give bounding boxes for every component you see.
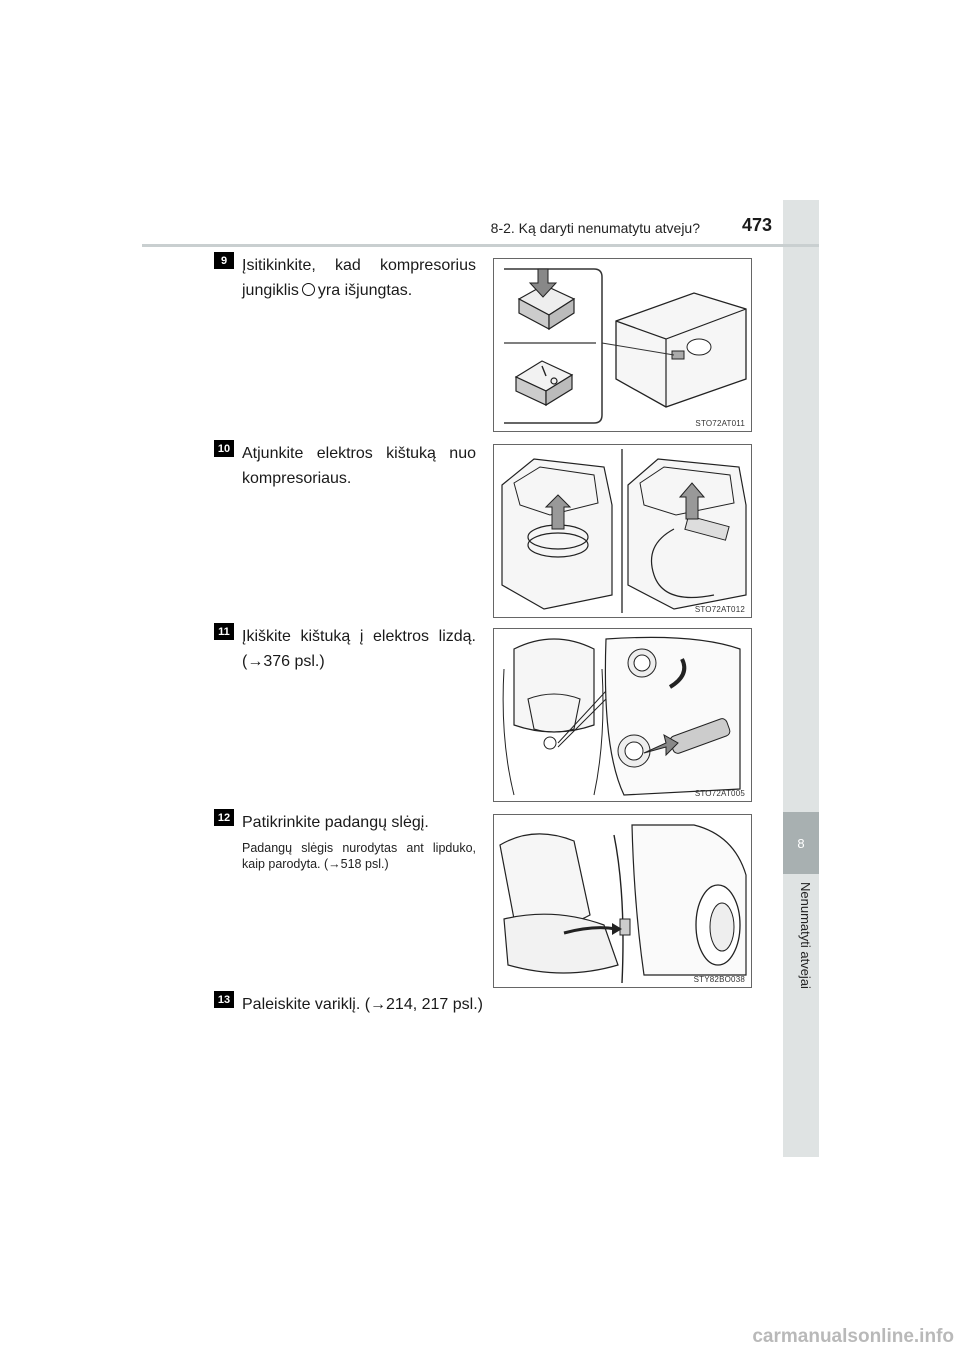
figure-tire-pressure-label — [493, 814, 752, 988]
figure-power-outlet — [493, 628, 752, 802]
figure-code: STO72AT011 — [695, 419, 745, 428]
step-note: Padangų slėgis nurodytas ant lipduko, kaip parodyta. (→518 psl.) — [242, 841, 476, 871]
switch-off-circle-icon — [302, 283, 315, 296]
step-number-badge: 11 — [214, 623, 234, 640]
watermark: carmanualsonline.info — [752, 1326, 954, 1347]
step-text-part: yra išjungtas. — [317, 282, 413, 299]
step-number-badge: 12 — [214, 809, 234, 826]
header-divider — [142, 244, 819, 247]
step-text — [242, 253, 476, 303]
chapter-title: Nenumatyti atvejai — [798, 882, 813, 989]
chapter-number-tab[interactable]: 8 — [783, 812, 819, 874]
step-number-badge: 10 — [214, 440, 234, 457]
figure-code: STO72AT005 — [694, 789, 745, 798]
compressor-switch-illustration — [494, 259, 751, 431]
step-text-part: Įsitikinkite, kad kompresorius jungiklis — [242, 257, 476, 299]
tire-pressure-label-illustration — [494, 815, 751, 987]
figure-disconnect-plug — [493, 444, 752, 618]
figure-code: STO72AT012 — [694, 605, 745, 614]
step-number-badge: 13 — [214, 991, 234, 1008]
power-outlet-illustration — [494, 629, 751, 801]
section-title: 8-2. Ką daryti nenumatytu atveju? — [490, 220, 700, 236]
step-text: Patikrinkite padangų slėgį. — [242, 814, 429, 831]
step-number-badge: 9 — [214, 252, 234, 269]
figure-compressor-switch — [493, 258, 752, 432]
step-text: Įkiškite kištuką į elektros lizdą. (→376 psl.) — [242, 628, 476, 670]
page-number: 473 — [741, 215, 772, 235]
step-text: Paleiskite variklį. (→214, 217 psl.) — [242, 996, 483, 1013]
figure-code: STY82BO038 — [693, 975, 745, 984]
step-text: Atjunkite elektros kištuką nuo kompresoriaus. — [242, 445, 476, 487]
disconnect-plug-illustration — [494, 445, 751, 617]
